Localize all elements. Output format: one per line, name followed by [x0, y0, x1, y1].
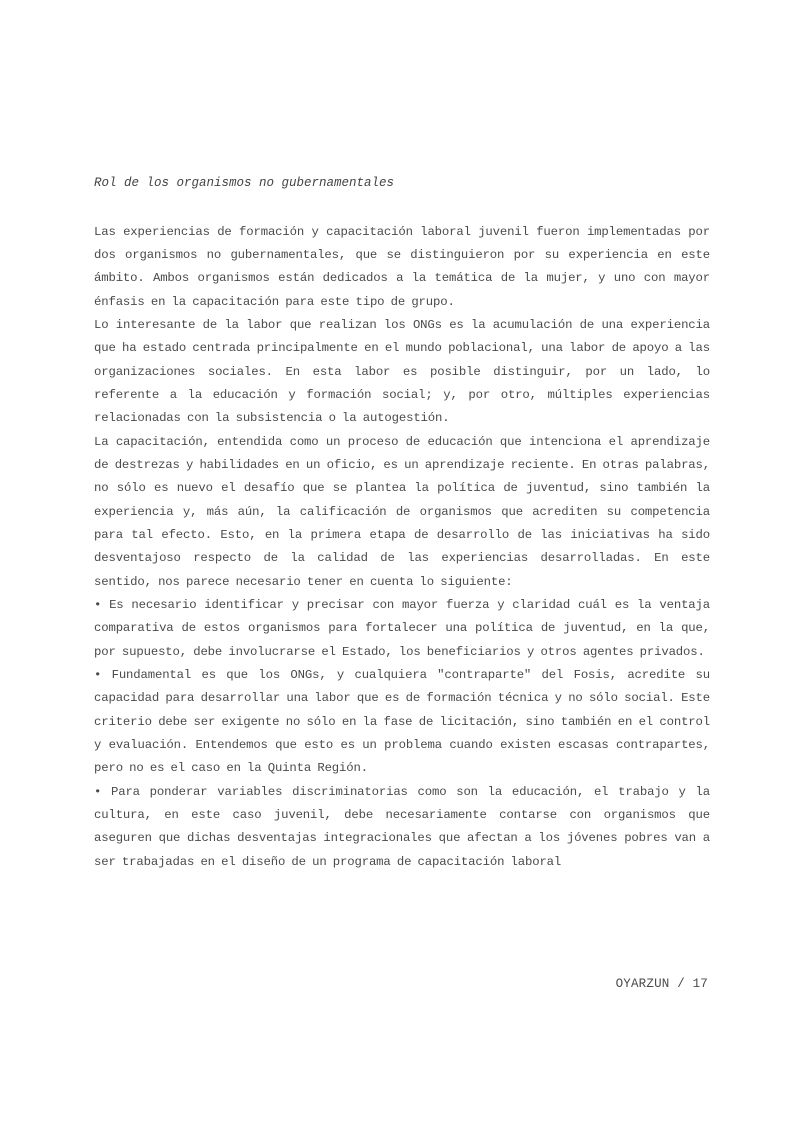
paragraph-ong-labor: Lo interesante de la labor que realizan los ONGs es la acumulación de una experiencia que ha estado centrada principalmente en el mundo poblacional, una labor de apoyo a las organizaciones sociales. En esta labor es posible distinguir, por un lado, lo referente a la educación y formación social; y, por otro, múltiples experiencias relacionadas con la subsistencia o la autogestión. — [94, 317, 710, 426]
paragraph-capacitacion: La capacitación, entendida como un proceso de educación que intenciona el aprendizaje de destrezas y habilidades en un oficio, es un aprendizaje reciente. En otras palabras, no sólo es nuevo el desafío que se plantea la política de juventud, sino también la experiencia y, más aún, la calificación de organismos que acrediten su competencia para tal efecto. Esto, en la primera etapa de desarrollo de las iniciativas ha sido desventajoso respecto de la calidad de las experiencias desarrolladas. En este sentido, nos parece necesario tener en cuenta lo siguiente: — [94, 434, 710, 589]
document-page — [94, 172, 710, 874]
bullet-ventaja-comparativa: • Es necesario identificar y precisar con mayor fuerza y claridad cuál es la ventaja comparativa de estos organismos para fortalecer una política de juventud, en la que, por supuesto, debe involucrarse el Estado, los beneficiarios y otros agentes privados. — [94, 598, 710, 659]
paragraph-intro: Las experiencias de formación y capacitación laboral juvenil fueron implementadas por dos organismos no gubernamentales, que se distinguieron por su experiencia en este ámbito. Ambos organismos están dedicados a la temática de la mujer, y uno con mayor énfasis en la capacitación para este tipo de grupo. — [94, 224, 710, 309]
section-title: Rol de los organismos no gubernamentales — [94, 176, 395, 190]
bullet-acreditacion: • Fundamental es que los ONGs, y cualquiera "contraparte" del Fosis, acredite su capacidad para desarrollar una labor que es de formación técnica y no sólo social. Este criterio debe ser exigente no sólo en la fase de licitación, sino también en el control y evaluación. Entendemos que esto es un problema cuando existen escasas contrapartes, pero no es el caso en la Quinta Región. — [94, 668, 710, 776]
page-footer: OYARZUN / 17 — [615, 977, 708, 991]
bullet-variables-discriminatorias: • Para ponderar variables discriminatorias como son la educación, el trabajo y la cultura, en este caso juvenil, debe necesariamente contarse con organismos que aseguren que dichas desventajas integracionales que afectan a los jóvenes pobres van a ser trabajadas en el diseño de un programa de capacitación laboral — [94, 784, 710, 869]
